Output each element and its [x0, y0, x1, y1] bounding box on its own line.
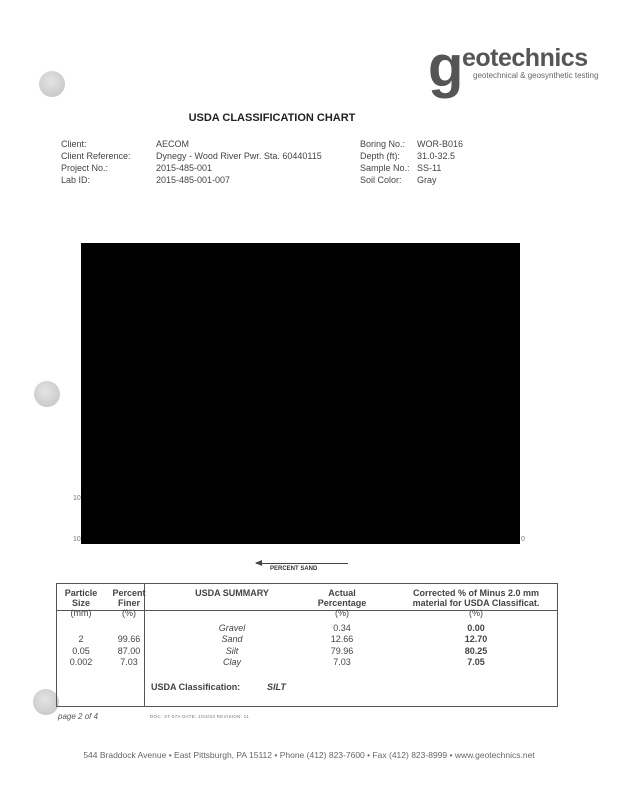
- boring-number-value: WOR-B016: [417, 139, 464, 149]
- sample-number-value: SS-11: [417, 163, 442, 173]
- soil-color-label: Soil Color:: [360, 175, 402, 185]
- depth-value: 31.0-32.5: [417, 151, 456, 161]
- geotechnics-logo: [428, 34, 599, 102]
- usda-classification-label: USDA Classification:: [151, 682, 241, 692]
- actual-percentage-cell: 0.34: [333, 623, 351, 633]
- actual-percentage-cell: 12.66: [330, 634, 354, 644]
- client-reference-label: Client Reference:: [61, 151, 131, 161]
- soil-class-cell: Clay: [222, 657, 241, 667]
- percent-finer-cell: 99.66: [117, 634, 141, 644]
- lab-id-value: 2015-485-001-007: [156, 175, 231, 185]
- sample-number-label: Sample No.:: [360, 163, 410, 173]
- corrected-percentage-cell: 7.05: [467, 657, 485, 667]
- corrected-percentage-cell: 80.25: [464, 646, 488, 656]
- binder-hole-middle: [34, 381, 60, 407]
- soil-class-cell: Gravel: [218, 623, 246, 633]
- corrected-percentage-cell: 12.70: [464, 634, 488, 644]
- particle-size-cell: 2: [78, 634, 84, 644]
- percent-finer-cell: 7.03: [120, 657, 138, 667]
- logo-tagline: geotechnical & geosynthetic testing: [473, 71, 599, 80]
- info-left-values: [156, 138, 322, 186]
- project-number-value: 2015-485-001: [156, 163, 213, 173]
- lab-id-label: Lab ID:: [61, 175, 91, 185]
- usda-summary-header: USDA SUMMARY: [195, 588, 269, 598]
- info-right-labels: [360, 138, 410, 186]
- page-number: page 2 of 4: [58, 712, 99, 721]
- client-label: Client:: [61, 139, 87, 149]
- percent-finer-cell: 87.00: [117, 646, 141, 656]
- document-reference: DOC: ST-07A DATE: 1/04/03 REVISION: 11: [150, 714, 250, 719]
- soil-class-cell: Silt: [225, 646, 239, 656]
- corrected-percentage-header: Corrected % of Minus 2.0 mm material for USDA Classificat. (%): [412, 588, 540, 618]
- usda-classification-value: SILT: [267, 682, 286, 692]
- logo-wordmark: eotechnics: [462, 44, 588, 72]
- logo-mark: g: [428, 34, 464, 99]
- percent-sand-axis-label: PERCENT SAND: [270, 566, 318, 572]
- chart-tick-label: 0: [521, 536, 525, 543]
- corrected-percentage-cell: 0.00: [467, 623, 485, 633]
- company-address: 544 Braddock Avenue • East Pittsburgh, PA 15112 • Phone (412) 823-7600 • Fax (412) 823-8999 • www.geotechnics.net: [83, 750, 535, 760]
- binder-hole-top: [39, 71, 65, 97]
- info-left-labels: [61, 138, 131, 186]
- actual-percentage-cell: 79.96: [330, 646, 354, 656]
- chart-tick-label: 10: [73, 536, 81, 543]
- axis-arrow-line: [256, 563, 348, 564]
- actual-percentage-cell: 7.03: [333, 657, 351, 667]
- usda-summary-table: [56, 583, 558, 707]
- actual-percentage-header: Actual Percentage (%): [317, 588, 367, 618]
- particle-size-header: Particle Size (mm): [64, 588, 98, 618]
- percent-finer-header: Percent Finer (%): [112, 588, 146, 618]
- particle-size-cell: 0.05: [72, 646, 90, 656]
- chart-tick-label: 10: [73, 495, 81, 502]
- client-reference-value: Dynegy - Wood River Pwr. Sta. 60440115: [156, 151, 322, 161]
- particle-size-cell: 0.002: [69, 657, 93, 667]
- redacted-chart-area: [81, 243, 520, 544]
- boring-number-label: Boring No.:: [360, 139, 406, 149]
- info-right-values: [417, 138, 463, 186]
- depth-label: Depth (ft):: [360, 151, 401, 161]
- soil-color-value: Gray: [417, 175, 437, 185]
- client-value: AECOM: [156, 139, 190, 149]
- project-number-label: Project No.:: [61, 163, 109, 173]
- soil-class-cell: Sand: [221, 634, 243, 644]
- page-title: USDA CLASSIFICATION CHART: [188, 112, 356, 124]
